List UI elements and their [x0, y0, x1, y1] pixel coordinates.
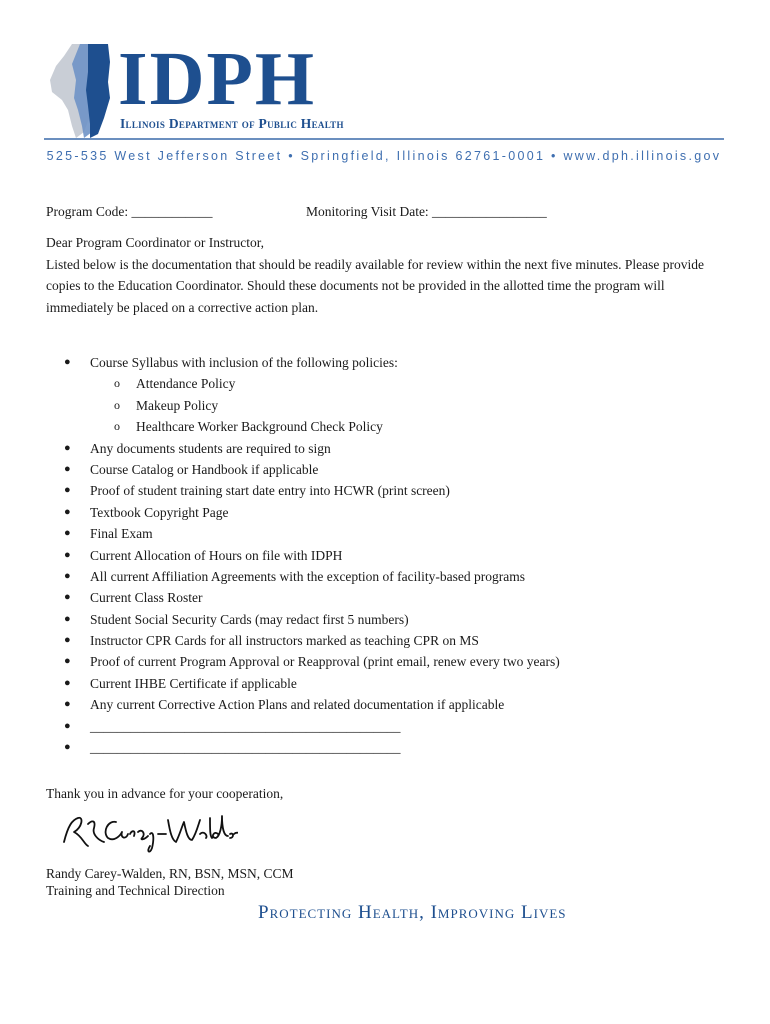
blank-line: ______________________________________________: [90, 718, 401, 734]
bullet-icon: ●: [64, 441, 71, 454]
list-item: [46, 651, 726, 672]
bullet-icon: ●: [64, 548, 71, 561]
list-item-blank: [46, 716, 726, 737]
list-item: [46, 587, 726, 608]
list-item-text: Current Class Roster: [90, 590, 203, 606]
list-item: [46, 630, 726, 651]
list-item: [46, 609, 726, 630]
signature-image: [58, 806, 238, 858]
list-item-text: Course Catalog or Handbook if applicable: [90, 461, 319, 477]
blank-line: ______________________________________________: [90, 740, 401, 756]
list-item: [46, 673, 726, 694]
list-item: [46, 459, 726, 480]
department-name: Illinois Department of Public Health: [120, 116, 344, 131]
salutation: Dear Program Coordinator or Instructor,: [46, 235, 265, 250]
list-item-text: Current IHBE Certificate if applicable: [90, 675, 297, 691]
list-item-text: Textbook Copyright Page: [90, 504, 229, 520]
list-item-text: Final Exam: [90, 526, 153, 542]
bullet-icon: ●: [64, 356, 71, 368]
list-item-text: Current Allocation of Hours on file with IDPH: [90, 547, 343, 563]
list-item: [46, 523, 726, 544]
bullet-icon: ●: [64, 569, 71, 582]
list-item: [46, 545, 726, 566]
list-item: [46, 694, 726, 715]
list-item: [46, 438, 726, 459]
bullet-icon: ●: [64, 505, 71, 518]
list-item: [46, 502, 726, 523]
list-item-text: Healthcare Worker Background Check Policy: [136, 419, 383, 435]
program-code-field: Program Code: ____________: [46, 204, 213, 219]
list-subitem: [46, 373, 726, 394]
circle-bullet-icon: o: [114, 419, 120, 434]
bullet-icon: ●: [64, 655, 71, 668]
bullet-icon: ●: [64, 634, 71, 647]
bullet-icon: ●: [64, 698, 71, 711]
bullet-icon: ●: [64, 719, 71, 732]
list-item-text: Proof of student training start date entry into HCWR (print screen): [90, 483, 450, 499]
circle-bullet-icon: o: [114, 376, 120, 391]
letter-body: [46, 232, 726, 318]
list-item-text: Any current Corrective Action Plans and related documentation if applicable: [90, 697, 505, 713]
list-item: [46, 566, 726, 587]
brand-wordmark: IDPH: [118, 37, 316, 121]
signer-name: Randy Carey-Walden, RN, BSN, MSN, CCM: [46, 866, 294, 881]
list-item-text: Makeup Policy: [136, 397, 219, 413]
list-subitem: [46, 416, 726, 437]
list-item-text: Course Syllabus with inclusion of the following policies:: [90, 355, 398, 370]
list-item: [46, 480, 726, 501]
list-item-text: Any documents students are required to sign: [90, 440, 331, 456]
bullet-icon: ●: [64, 462, 71, 475]
list-item-text: Instructor CPR Cards for all instructors marked as teaching CPR on MS: [90, 633, 479, 649]
list-item-text: Proof of current Program Approval or Reapproval (print email, renew every two years): [90, 654, 560, 670]
list-item-text: Attendance Policy: [136, 376, 236, 392]
bullet-icon: ●: [64, 676, 71, 689]
bullet-icon: ●: [64, 484, 71, 497]
circle-bullet-icon: o: [114, 397, 120, 412]
list-subitem: [46, 395, 726, 416]
monitoring-visit-date-field: Monitoring Visit Date: _________________: [306, 204, 547, 219]
signer-title: Training and Technical Direction: [46, 883, 225, 898]
footer-tagline: Protecting Health, Improving Lives: [258, 902, 567, 923]
requirements-list: [46, 352, 726, 758]
illinois-map-icon: [42, 40, 112, 140]
list-item-blank: [46, 737, 726, 758]
bullet-icon: ●: [64, 527, 71, 540]
bullet-icon: ●: [64, 741, 71, 754]
bullet-icon: ●: [64, 591, 71, 604]
closing-thanks: Thank you in advance for your cooperation,: [46, 786, 284, 801]
list-item: [46, 352, 726, 373]
header-divider: [44, 138, 724, 140]
instructions-paragraph: Listed below is the documentation that should be readily available for review within the next five minutes. Please provide copies to the Education Coordinator. Should these documents not be provided in the allotted time the program will immediately be placed on a corrective action plan.: [46, 256, 704, 315]
list-item-text: Student Social Security Cards (may redact first 5 numbers): [90, 611, 409, 627]
bullet-icon: ●: [64, 612, 71, 625]
list-item-text: All current Affiliation Agreements with the exception of facility-based programs: [90, 568, 525, 584]
address-line: 525-535 West Jefferson Street • Springfield, Illinois 62761-0001 • www.dph.illinois.gov: [46, 149, 722, 163]
signer-block: [46, 865, 294, 899]
